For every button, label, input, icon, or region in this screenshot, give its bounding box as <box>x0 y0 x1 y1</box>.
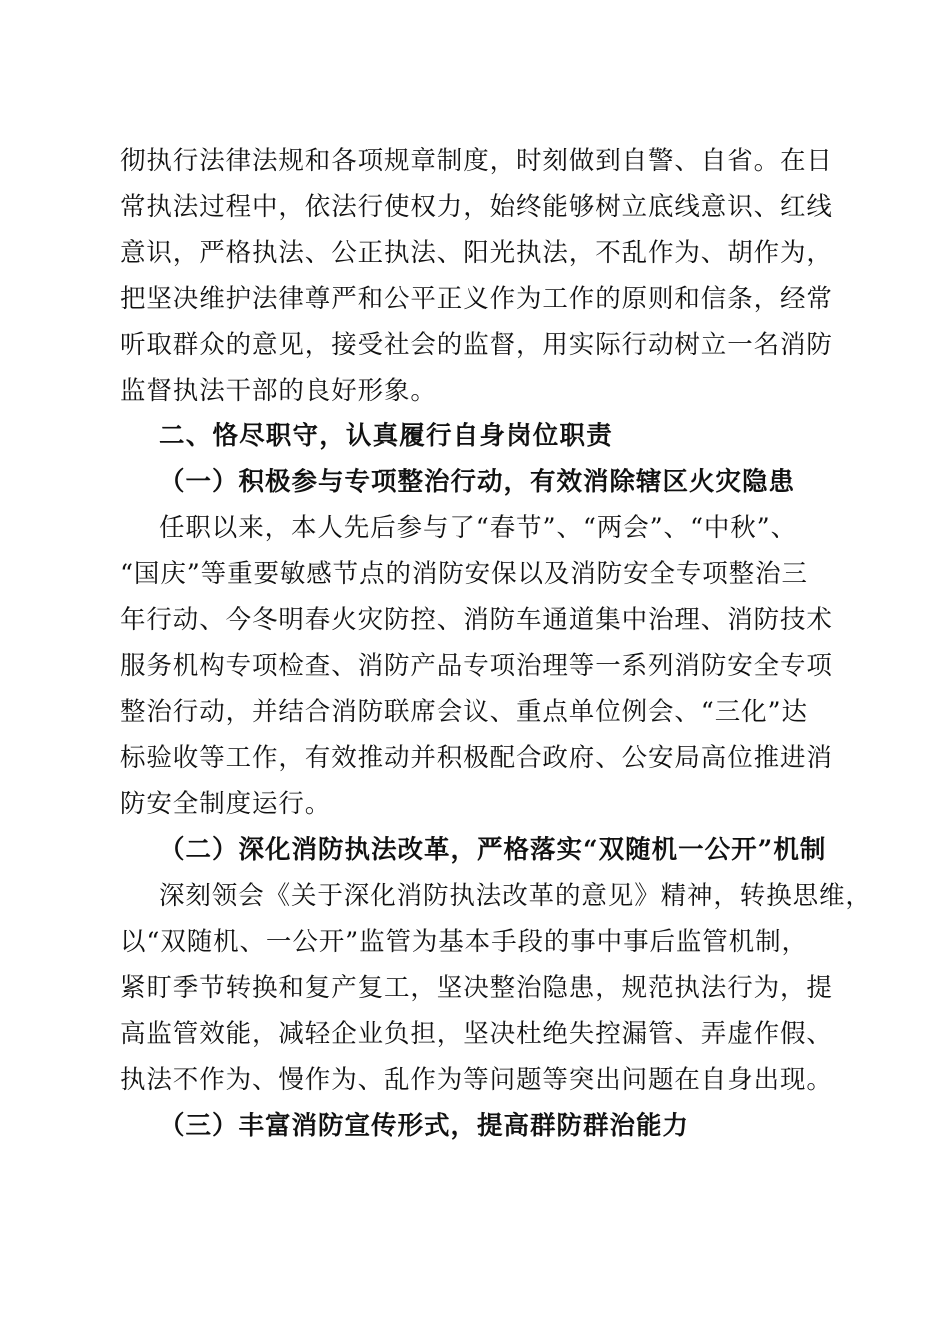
text-line: 高监管效能，减轻企业负担，坚决杜绝失控漏管、弄虚作假、 <box>120 1019 833 1049</box>
subsection-3-heading <box>0 1103 950 1149</box>
text-line: 监督执法干部的良好形象。 <box>120 376 437 406</box>
text-line: 整治行动，并结合消防联席会议、重点单位例会、“三化”达 <box>120 697 808 727</box>
text-line: 执法不作为、慢作为、乱作为等问题等突出问题在自身出现。 <box>120 1065 833 1095</box>
paragraph-1-line-5 <box>0 322 950 368</box>
text-line: 任职以来，本人先后参与了“春节”、“两会”、“中秋”、 <box>159 513 798 543</box>
paragraph-3-line-5 <box>0 1057 950 1103</box>
subsection-2-heading <box>0 827 950 873</box>
paragraph-2-line-6 <box>0 735 950 781</box>
text-line: 标验收等工作，有效推动并积极配合政府、公安局高位推进消 <box>120 743 833 773</box>
text-line: 紧盯季节转换和复产复工，坚决整治隐患，规范执法行为，提 <box>120 973 833 1003</box>
paragraph-2-line-2 <box>0 551 950 597</box>
paragraph-2-line-1 <box>0 505 950 551</box>
text-line: 深刻领会《关于深化消防执法改革的意见》精神，转换思维， <box>159 881 872 911</box>
paragraph-2-line-5 <box>0 689 950 735</box>
paragraph-3-line-2 <box>0 919 950 965</box>
paragraph-3-line-4 <box>0 1011 950 1057</box>
text-line: 意识，严格执法、公正执法、阳光执法，不乱作为、胡作为， <box>120 238 833 268</box>
text-line: 年行动、今冬明春火灾防控、消防车通道集中治理、消防技术 <box>120 605 833 635</box>
heading-text: （三）丰富消防宣传形式，提高群防群治能力 <box>159 1111 690 1141</box>
text-line: “国庆”等重要敏感节点的消防安保以及消防安全专项整治三 <box>120 559 808 589</box>
text-line: 常执法过程中，依法行使权力，始终能够树立底线意识、红线 <box>120 192 833 222</box>
paragraph-2-line-4 <box>0 643 950 689</box>
text-line: 以“双随机、一公开”监管为基本手段的事中事后监管机制， <box>120 927 808 957</box>
section-2-heading <box>0 413 950 459</box>
text-line: 听取群众的意见，接受社会的监督，用实际行动树立一名消防 <box>120 330 833 360</box>
paragraph-3-line-1 <box>0 873 950 919</box>
paragraph-1-line-3 <box>0 230 950 276</box>
text-line: 彻执行法律法规和各项规章制度，时刻做到自警、自省。在日 <box>120 146 833 176</box>
heading-text: （二）深化消防执法改革，严格落实“双随机一公开”机制 <box>159 835 827 865</box>
paragraph-1-line-1 <box>0 138 950 184</box>
paragraph-2-line-7 <box>0 781 950 827</box>
text-line: 防安全制度运行。 <box>120 789 332 819</box>
paragraph-3-line-3 <box>0 965 950 1011</box>
paragraph-2-line-3 <box>0 597 950 643</box>
heading-text: （一）积极参与专项整治行动，有效消除辖区火灾隐患 <box>159 467 796 497</box>
text-line: 服务机构专项检查、消防产品专项治理等一系列消防安全专项 <box>120 651 833 681</box>
paragraph-1-line-6 <box>0 368 950 414</box>
text-line: 把坚决维护法律尊严和公平正义作为工作的原则和信条，经常 <box>120 284 833 314</box>
paragraph-1-line-4 <box>0 276 950 322</box>
subsection-1-heading <box>0 459 950 505</box>
heading-text: 二、恪尽职守，认真履行自身岗位职责 <box>159 421 613 451</box>
paragraph-1-line-2 <box>0 184 950 230</box>
